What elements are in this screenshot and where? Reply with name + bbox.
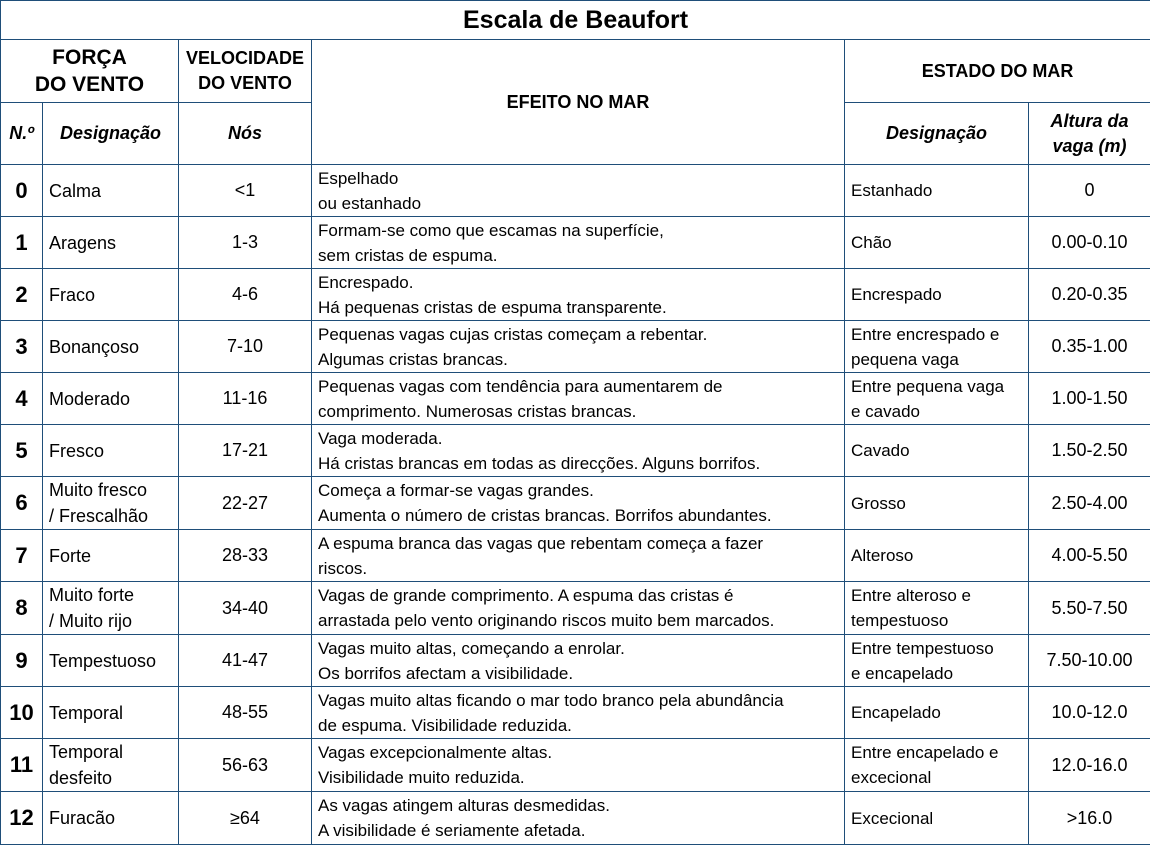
wave-height: 5.50-7.50: [1029, 582, 1150, 635]
force-number: 10: [1, 687, 43, 739]
sea-effect-line: Formam-se como que escamas na superfície,: [318, 220, 664, 240]
sea-state-line: Chão: [851, 233, 892, 252]
table-row: [1, 792, 1150, 845]
header-estado-do-mar: ESTADO DO MAR: [845, 40, 1150, 103]
sea-effect-line: Espelhado: [318, 168, 399, 188]
wind-speed-knots: 4-6: [179, 269, 312, 321]
sea-state: [845, 792, 1029, 845]
wind-speed-knots: 56-63: [179, 739, 312, 792]
wind-designation-line: Fresco: [49, 440, 105, 461]
sea-effect: [312, 635, 845, 687]
force-number: 7: [1, 530, 43, 582]
header-designacao: Designação: [43, 103, 179, 165]
wave-height: 10.0-12.0: [1029, 687, 1150, 739]
sea-state: [845, 165, 1029, 217]
table-row: [1, 739, 1150, 792]
sea-effect-line: Há pequenas cristas de espuma transparente.: [318, 297, 667, 317]
sea-effect: [312, 373, 845, 425]
sea-state-line: Grosso: [851, 493, 906, 513]
header-forca-line2: DO VENTO: [34, 73, 145, 96]
sea-state: [845, 217, 1029, 269]
header-velocidade-line2: DO VENTO: [198, 73, 292, 93]
header-forca-do-vento: [1, 40, 179, 103]
wind-designation-line: Tempestuoso: [49, 650, 157, 671]
force-number: 3: [1, 321, 43, 373]
sea-effect-line: Vagas muito altas ficando o mar todo branco pela abundância: [318, 690, 784, 710]
sea-state-line: Excecional: [851, 808, 934, 828]
force-number: 12: [1, 792, 43, 845]
sea-effect: [312, 425, 845, 477]
wind-designation-line: Temporal: [49, 742, 124, 762]
wind-designation-line: Fraco: [49, 284, 96, 305]
wind-designation-line: Forte: [49, 545, 92, 566]
header-designacao-mar: Designação: [845, 103, 1029, 165]
sea-effect-line: Algumas cristas brancas.: [318, 349, 508, 369]
sea-state: [845, 530, 1029, 582]
wind-speed-knots: 41-47: [179, 635, 312, 687]
sea-state-line: tempestuoso: [851, 611, 949, 630]
wind-speed-knots: 1-3: [179, 217, 312, 269]
sea-state: [845, 425, 1029, 477]
sea-effect: [312, 217, 845, 269]
wave-height: 4.00-5.50: [1029, 530, 1150, 582]
sea-effect-line: As vagas atingem alturas desmedidas.: [318, 796, 610, 815]
table-row: [1, 530, 1150, 582]
header-velocidade-line1: VELOCIDADE: [185, 48, 304, 68]
wave-height: 0.20-0.35: [1029, 269, 1150, 321]
wave-height: 2.50-4.00: [1029, 477, 1150, 530]
sea-effect-line: Os borrifos afectam a visibilidade.: [318, 663, 574, 683]
sea-effect-line: Vaga moderada.: [318, 428, 443, 448]
wind-speed-knots: 22-27: [179, 477, 312, 530]
sea-state-line: excecional: [851, 768, 932, 787]
wind-designation: [43, 217, 179, 269]
sea-state-line: Entre encapelado e: [851, 743, 999, 762]
wave-height: 0.00-0.10: [1029, 217, 1150, 269]
header-nos: Nós: [179, 103, 312, 165]
sea-effect-line: Vagas muito altas, começando a enrolar.: [318, 638, 625, 658]
header-forca-line1: FORÇA: [52, 46, 127, 69]
sea-effect-line: Pequenas vagas com tendência para aumentarem de: [318, 376, 723, 396]
wind-designation-line: Muito forte: [49, 585, 135, 605]
table-row: [1, 687, 1150, 739]
table-row: [1, 321, 1150, 373]
wave-height: >16.0: [1029, 792, 1150, 845]
sea-effect: [312, 477, 845, 530]
force-number: 1: [1, 217, 43, 269]
sea-effect-line: Vagas excepcionalmente altas.: [318, 743, 553, 762]
wind-designation-line: / Frescalhão: [49, 506, 149, 526]
table-row: [1, 425, 1150, 477]
sea-effect-line: sem cristas de espuma.: [318, 245, 498, 265]
wave-height: 1.00-1.50: [1029, 373, 1150, 425]
sea-effect: [312, 739, 845, 792]
sea-effect-line: Aumenta o número de cristas brancas. Borrifos abundantes.: [318, 506, 772, 525]
wind-designation-line: / Muito rijo: [49, 611, 133, 631]
wind-speed-knots: 48-55: [179, 687, 312, 739]
sea-effect-line: Pequenas vagas cujas cristas começam a rebentar.: [318, 324, 708, 344]
table-row: [1, 269, 1150, 321]
table-row: [1, 217, 1150, 269]
sea-effect-line: arrastada pelo vento originando riscos muito bem marcados.: [318, 611, 775, 630]
wave-height: 0.35-1.00: [1029, 321, 1150, 373]
sea-effect: [312, 530, 845, 582]
table-row: [1, 477, 1150, 530]
wave-height: 0: [1029, 165, 1150, 217]
wind-speed-knots: 7-10: [179, 321, 312, 373]
wind-designation: [43, 687, 179, 739]
sea-effect-line: riscos.: [318, 558, 368, 578]
sea-state-line: pequena vaga: [851, 349, 959, 369]
table-row: [1, 582, 1150, 635]
wind-designation: [43, 373, 179, 425]
sea-effect-line: Vagas de grande comprimento. A espuma das cristas é: [318, 586, 734, 605]
force-number: 11: [1, 739, 43, 792]
sea-state-line: Entre encrespado e: [851, 324, 1000, 344]
table-row: [1, 635, 1150, 687]
sea-effect-line: Há cristas brancas em todas as direcções. Alguns borrifos.: [318, 453, 761, 473]
wind-designation-line: Calma: [49, 180, 102, 201]
force-number: 2: [1, 269, 43, 321]
wind-designation: [43, 425, 179, 477]
header-altura-da-vaga: [1029, 103, 1150, 165]
sea-state-line: e encapelado: [851, 663, 954, 683]
force-number: 4: [1, 373, 43, 425]
sea-effect: [312, 165, 845, 217]
sea-state: [845, 321, 1029, 373]
sea-effect-line: ou estanhado: [318, 193, 422, 213]
wind-designation-line: Aragens: [49, 232, 117, 253]
wind-speed-knots: 17-21: [179, 425, 312, 477]
wind-speed-knots: <1: [179, 165, 312, 217]
sea-effect-line: A espuma branca das vagas que rebentam começa a fazer: [318, 533, 764, 553]
sea-state-line: e cavado: [851, 401, 920, 421]
sea-effect-line: Visibilidade muito reduzida.: [318, 768, 525, 787]
wind-designation-line: desfeito: [49, 768, 113, 788]
sea-effect: [312, 687, 845, 739]
sea-state-line: Entre alteroso e: [851, 586, 972, 605]
sea-state-line: Encapelado: [851, 703, 941, 722]
sea-effect: [312, 582, 845, 635]
sea-effect: [312, 269, 845, 321]
wind-designation-line: Temporal: [49, 702, 124, 723]
wind-speed-knots: 11-16: [179, 373, 312, 425]
wind-designation: [43, 582, 179, 635]
wave-height: 7.50-10.00: [1029, 635, 1150, 687]
sea-state: [845, 635, 1029, 687]
sea-state: [845, 739, 1029, 792]
sea-state-line: Alteroso: [851, 546, 914, 565]
sea-effect-line: Começa a formar-se vagas grandes.: [318, 481, 594, 500]
wind-designation-line: Moderado: [49, 388, 131, 409]
wind-designation: [43, 321, 179, 373]
wind-speed-knots: 28-33: [179, 530, 312, 582]
table-body: [1, 165, 1150, 845]
sea-effect-line: A visibilidade é seriamente afetada.: [318, 821, 586, 840]
wind-designation: [43, 739, 179, 792]
header-altura-line2: vaga (m): [1052, 135, 1127, 156]
sea-effect-line: comprimento. Numerosas cristas brancas.: [318, 401, 637, 421]
header-numero: N.º: [1, 103, 43, 165]
wind-speed-knots: ≥64: [179, 792, 312, 845]
sea-state-line: Estanhado: [851, 181, 933, 200]
wind-designation: [43, 635, 179, 687]
wind-designation: [43, 530, 179, 582]
sea-effect: [312, 321, 845, 373]
sea-state-line: Cavado: [851, 441, 910, 460]
wind-designation-line: Muito fresco: [49, 480, 148, 500]
wave-height: 12.0-16.0: [1029, 739, 1150, 792]
table-row: [1, 373, 1150, 425]
sea-state: [845, 373, 1029, 425]
wind-designation: [43, 165, 179, 217]
wind-designation-line: Furacão: [49, 808, 116, 828]
sea-effect: [312, 792, 845, 845]
wind-designation-line: Bonançoso: [49, 336, 140, 357]
wind-designation: [43, 792, 179, 845]
force-number: 8: [1, 582, 43, 635]
sea-state: [845, 582, 1029, 635]
header-velocidade-do-vento: [179, 40, 312, 103]
header-efeito-no-mar: EFEITO NO MAR: [312, 40, 845, 165]
wind-designation: [43, 477, 179, 530]
table-title: Escala de Beaufort: [1, 1, 1150, 40]
table-row: [1, 165, 1150, 217]
sea-effect-line: de espuma. Visibilidade reduzida.: [318, 715, 572, 735]
wind-designation: [43, 269, 179, 321]
sea-state: [845, 269, 1029, 321]
sea-state-line: Encrespado: [851, 285, 942, 304]
sea-effect-line: Encrespado.: [318, 272, 414, 292]
sea-state-line: Entre tempestuoso: [851, 638, 994, 658]
force-number: 6: [1, 477, 43, 530]
wind-speed-knots: 34-40: [179, 582, 312, 635]
sea-state: [845, 477, 1029, 530]
wave-height: 1.50-2.50: [1029, 425, 1150, 477]
force-number: 9: [1, 635, 43, 687]
force-number: 0: [1, 165, 43, 217]
header-altura-line1: Altura da: [1050, 110, 1129, 131]
force-number: 5: [1, 425, 43, 477]
sea-state-line: Entre pequena vaga: [851, 376, 1005, 396]
sea-state: [845, 687, 1029, 739]
